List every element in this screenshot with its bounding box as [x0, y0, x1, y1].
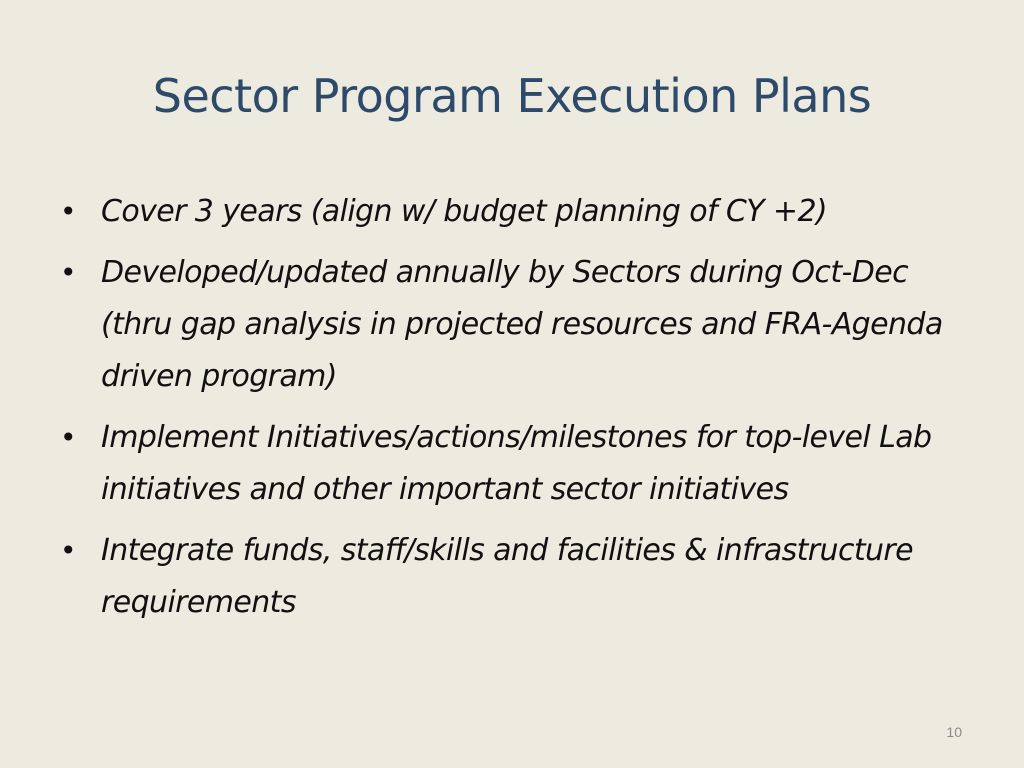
slide-title: Sector Program Execution Plans	[152, 69, 872, 123]
bullet-dot-icon: •	[60, 195, 76, 228]
bullet-text: Developed/updated annually by Sectors during Oct-Dec (thru gap analysis in projected resources and FRA-Agenda driven program)	[101, 255, 943, 394]
bullet-dot-icon: •	[60, 256, 76, 289]
bullet-text: Cover 3 years (align w/ budget planning of CY +2)	[101, 194, 828, 229]
bullet-list	[60, 186, 970, 638]
bullet-dot-icon: •	[60, 421, 76, 454]
bullet-item	[60, 412, 970, 516]
page-number: 10	[946, 724, 962, 740]
bullet-text: Implement Initiatives/actions/milestones for top-level Lab initiatives and other important sector initiatives	[101, 420, 932, 507]
bullet-item	[60, 247, 970, 403]
bullet-item	[60, 525, 970, 629]
bullet-text: Integrate funds, staff/skills and facilities & infrastructure requirements	[101, 533, 914, 620]
bullet-dot-icon: •	[60, 534, 76, 567]
bullet-item	[60, 186, 970, 238]
